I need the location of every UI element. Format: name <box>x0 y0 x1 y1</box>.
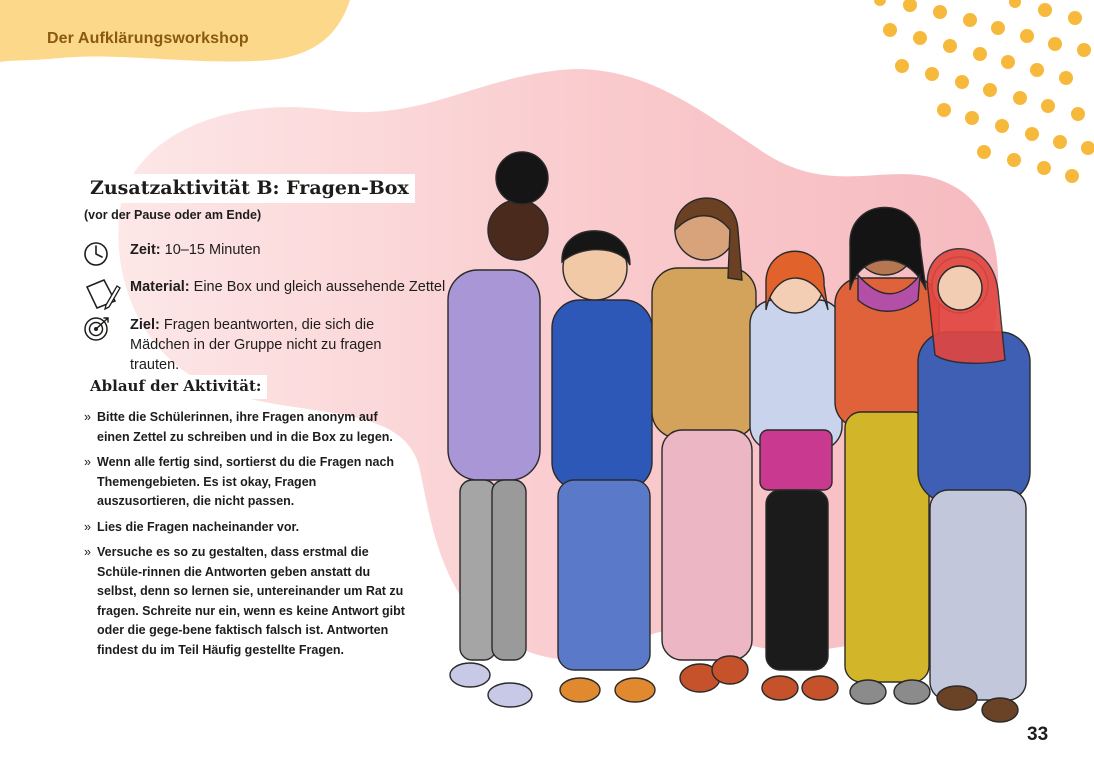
clock-icon <box>84 240 122 270</box>
info-row-material <box>84 277 450 311</box>
steps-list <box>84 408 410 666</box>
info-goal-label: Ziel: <box>130 317 160 333</box>
info-time-text <box>130 240 430 260</box>
steps-title: Ablauf der Aktivität: <box>84 375 267 399</box>
info-time-value: 10–15 Minuten <box>160 242 261 258</box>
info-row-goal <box>84 315 430 375</box>
list-item: » Bitte die Schülerinnen, ihre Fragen anonym auf einen Zettel zu schreiben und in die Box zu legen. <box>84 408 410 447</box>
person-2 <box>552 231 655 702</box>
list-item: » Versuche es so zu gestalten, dass erstmal die Schüle-rinnen die Antworten geben anstatt du selbst, denn so lernen sie, untereinander um Rat zu fragen. Schreite nur ein, wenn es keine Antwort gibt oder die gege-bene faktisch falsch ist. Antworten findest du im Teil Häufig gestellte Fragen. <box>84 543 410 660</box>
page-number: 33 <box>1027 724 1049 745</box>
person-4 <box>750 251 842 700</box>
page-header-title: Der Aufklärungsworkshop <box>47 30 249 47</box>
list-item: » Wenn alle fertig sind, sortierst du die Fragen nach Themengebieten. Es ist okay, Fragen auszusortieren, die nicht passen. <box>84 453 410 512</box>
info-row-time <box>84 240 430 270</box>
activity-title: Zusatzaktivität B: Fragen-Box <box>84 174 415 203</box>
info-goal-value: Fragen beantworten, die sich die Mädchen in der Gruppe nicht zu fragen trauten. <box>130 317 382 373</box>
person-3 <box>652 198 756 692</box>
activity-subtitle: (vor der Pause oder am Ende) <box>84 208 262 222</box>
person-1 <box>448 152 548 707</box>
info-goal-text <box>130 315 430 375</box>
list-item: » Lies die Fragen nacheinander vor. <box>84 518 410 538</box>
group-illustration <box>430 150 1060 730</box>
info-time-label: Zeit: <box>130 242 161 258</box>
paper-pencil-icon <box>84 277 122 311</box>
info-material-label: Material: <box>130 279 190 295</box>
target-icon <box>84 315 122 345</box>
info-material-text <box>130 277 450 297</box>
person-6 <box>918 249 1030 722</box>
info-material-value: Eine Box und gleich aussehende Zettel <box>189 279 446 295</box>
